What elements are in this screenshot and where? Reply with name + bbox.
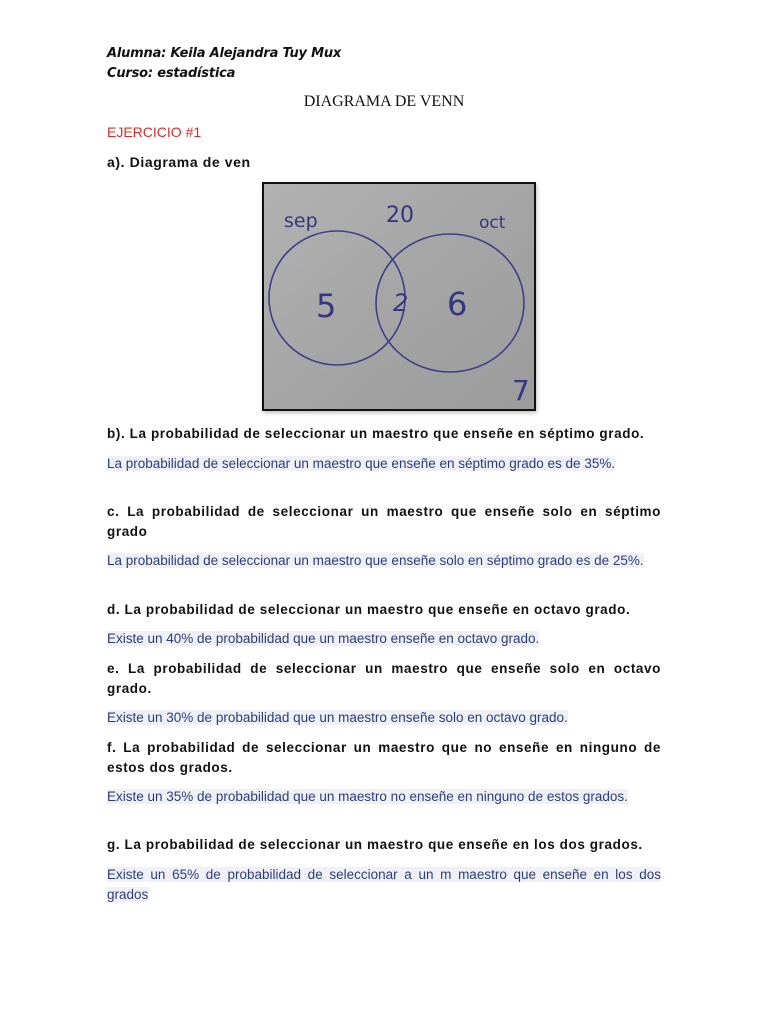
answer-e-text: Existe un 30% de probabilidad que un maestro enseñe solo en octavo grado. [107,710,568,725]
venn-diagram [264,184,534,409]
question-g: g. La probabilidad de seleccionar un maestro que enseñe en los dos grados. [107,837,643,852]
question-b: b). La probabilidad de seleccionar un maestro que enseñe en séptimo grado. [107,426,645,441]
sep-label: sep [284,210,318,232]
answer-f [107,787,661,807]
page-title: DIAGRAMA DE VENN [303,93,465,110]
question-f: f. La probabilidad de seleccionar un maestro que no enseñe en ninguno de estos dos grados. [107,740,661,775]
oct-only-value: 6 [447,285,468,323]
answer-c-text: La probabilidad de seleccionar un maestro que enseñe solo en séptimo grado es de 25%. [107,553,644,568]
course-name: Curso: estadística [107,66,236,81]
answer-c [107,551,661,571]
intersection-value: 2 [393,289,409,317]
exercise-label: EJERCICIO #1 [107,124,202,140]
total-label: 20 [386,203,414,228]
answer-g-text: Existe un 65% de probabilidad de seleccionar a un m maestro que enseñe en los dos grados [107,867,661,902]
student-name: Alumna: Keila Alejandra Tuy Mux [107,46,342,61]
sep-only-value: 5 [316,287,337,325]
outside-value: 7 [512,374,530,407]
question-d: d. La probabilidad de seleccionar un maestro que enseñe en octavo grado. [107,602,631,617]
answer-d [107,629,661,649]
answer-d-text: Existe un 40% de probabilidad que un maestro enseñe en octavo grado. [107,631,540,646]
question-c: c. La probabilidad de seleccionar un maestro que enseñe solo en séptimo grado [107,504,661,539]
answer-b-text: La probabilidad de seleccionar un maestro que enseñe en séptimo grado es de 35%. [107,456,616,471]
answer-f-text: Existe un 35% de probabilidad que un maestro no enseñe en ninguno de estos grados. [107,789,628,804]
answer-e [107,708,661,728]
part-a-heading: a). Diagrama de ven [107,154,251,170]
venn-diagram-photo [262,182,536,411]
answer-g [107,865,661,904]
oct-label: oct [479,213,506,233]
question-e: e. La probabilidad de seleccionar un maestro que enseñe solo en octavo grado. [107,661,661,696]
answer-b [107,454,661,474]
